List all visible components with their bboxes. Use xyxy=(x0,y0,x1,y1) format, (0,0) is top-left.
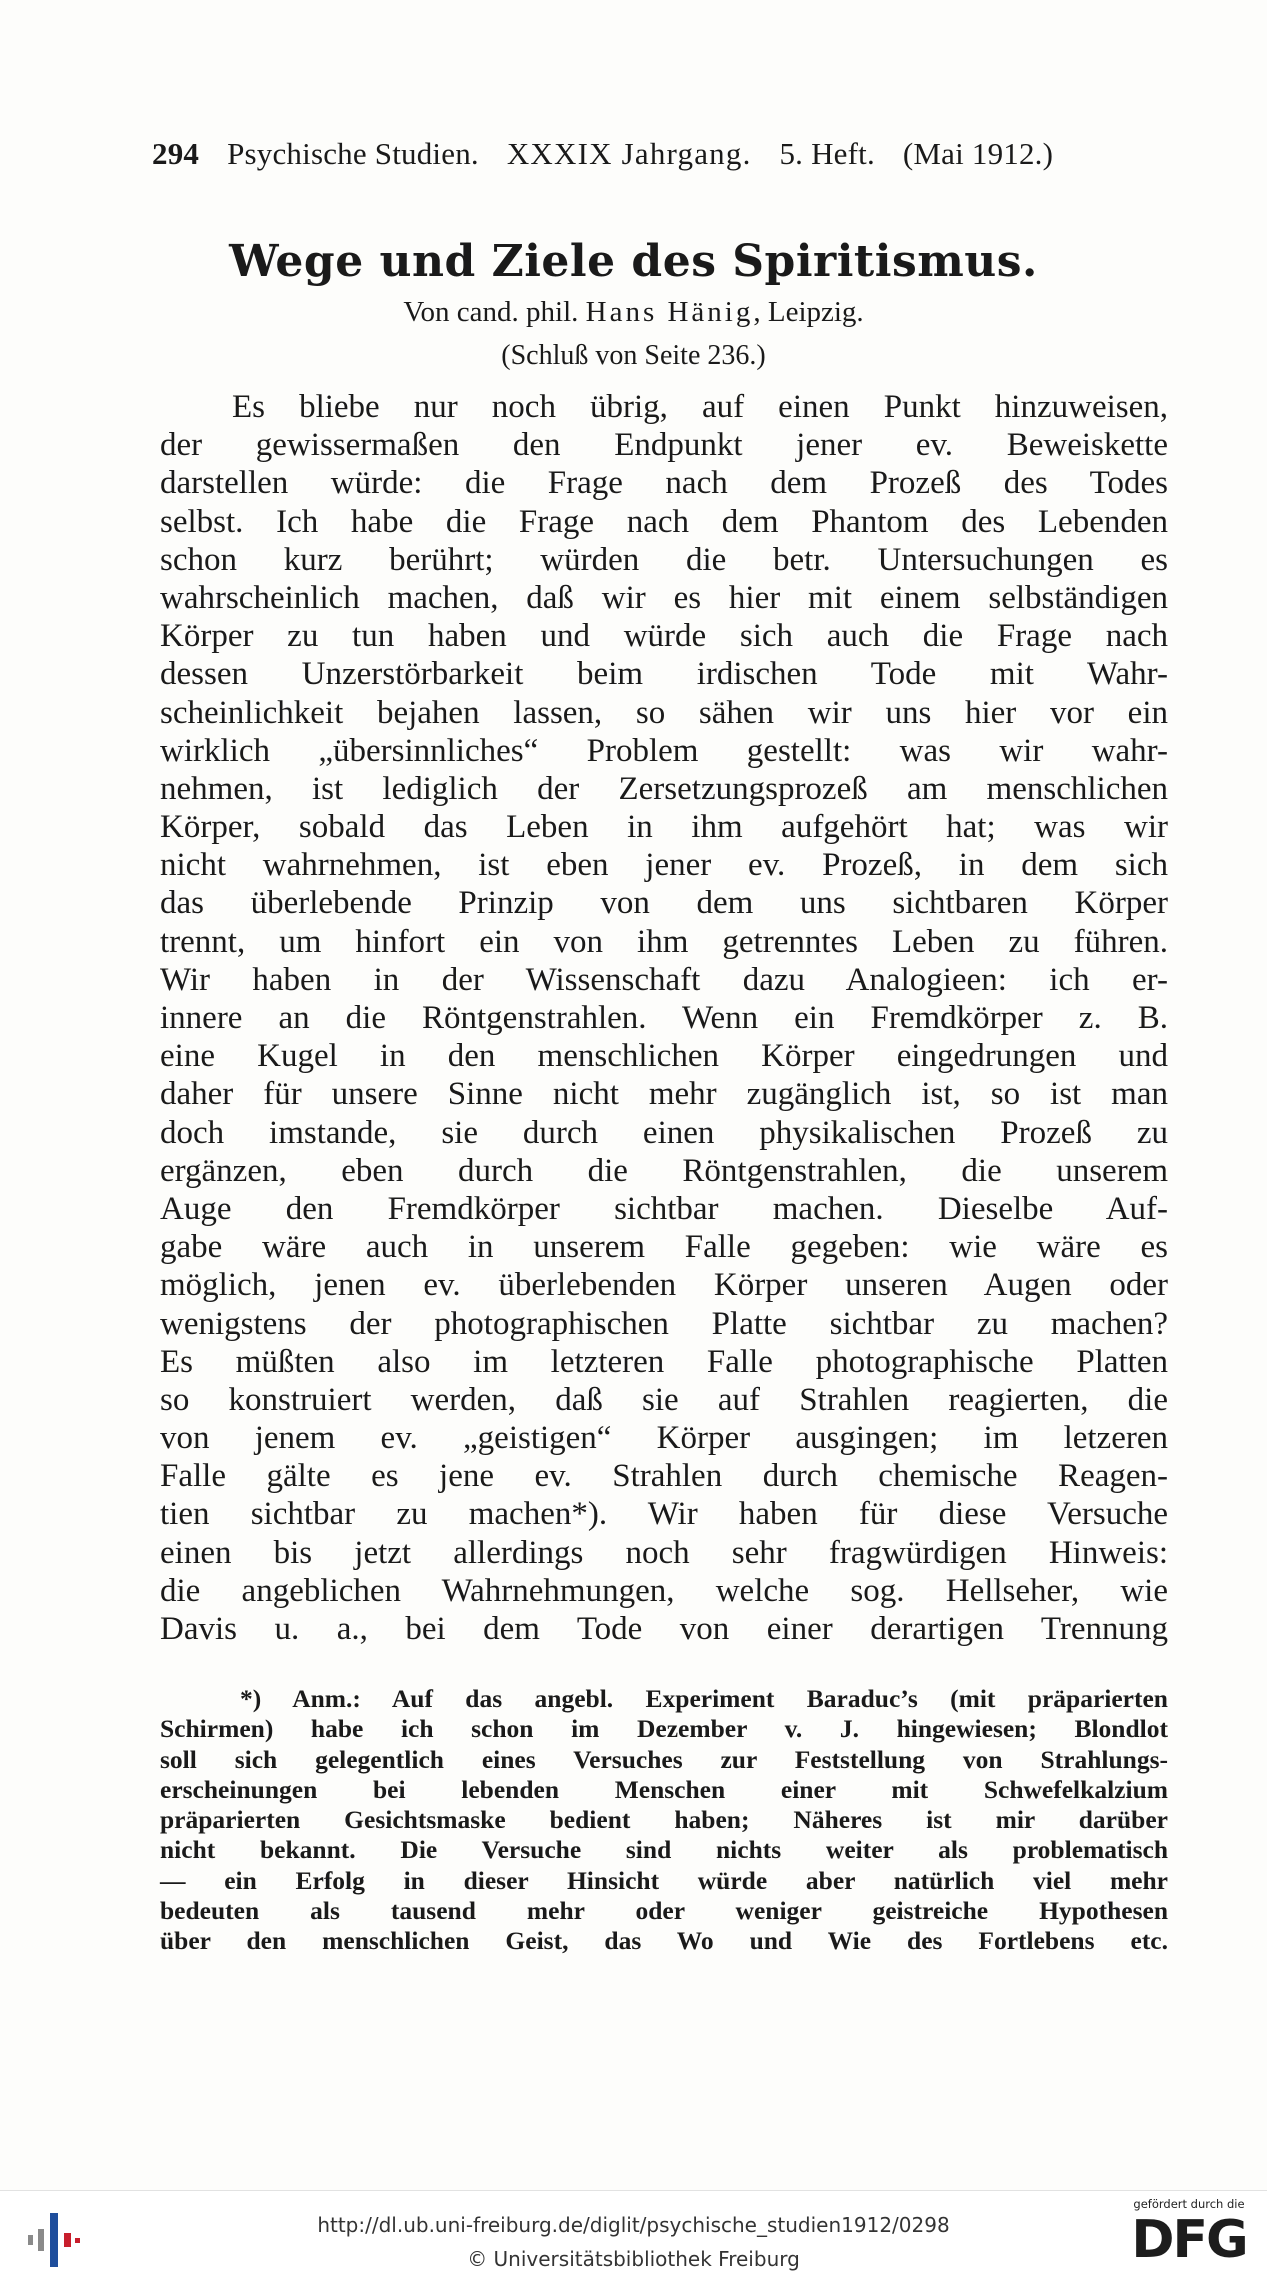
footnote-line: soll sich gelegentlich eines Versuches zur Feststellung von Strahlungs- xyxy=(160,1744,1168,1774)
viewer-footer xyxy=(0,2190,1267,2283)
body-line: innere an die Röntgenstrahlen. Wenn ein Fremdkörper z. B. xyxy=(160,1000,1168,1036)
body-line: Es müßten also im letzteren Falle photographische Platten xyxy=(160,1343,1168,1380)
footer-url[interactable] xyxy=(0,2213,1267,2237)
body-line: der gewissermaßen den Endpunkt jener ev. Beweiskette xyxy=(160,427,1168,464)
body-line: dessen Unzerstörbarkeit beim irdischen Tode mit Wahr- xyxy=(160,656,1168,693)
dfg-logo-text: DFG xyxy=(1131,2210,1247,2270)
body-line: wenigstens der photographischen Platte sichtbar zu machen? xyxy=(160,1305,1168,1342)
footnote-line: erscheinungen bei lebenden Menschen einer mit Schwefelkalzium xyxy=(160,1774,1168,1804)
body-line: von jenem ev. „geistigen“ Körper ausgingen; im letzeren xyxy=(160,1420,1168,1457)
body-line: wirklich „übersinnliches“ Problem gestellt: was wir wahr- xyxy=(160,732,1168,769)
body-line: Körper zu tun haben und würde sich auch die Frage nach xyxy=(160,618,1168,655)
footnote-line: präparierten Gesichtsmaske bedient haben; Näheres ist mir darüber xyxy=(160,1805,1168,1835)
footnote xyxy=(160,1684,1168,1957)
body-line: tien sichtbar zu machen*). Wir haben für diese Versuche xyxy=(160,1496,1168,1533)
body-line: Körper, sobald das Leben in ihm aufgehört hat; was wir xyxy=(160,809,1168,846)
footnote-line: — ein Erfolg in dieser Hinsicht würde aber natürlich viel mehr xyxy=(160,1865,1168,1895)
body-line: Davis u. a., bei dem Tode von einer derartigen Trennung xyxy=(160,1611,1168,1647)
byline xyxy=(0,296,1267,329)
body-text xyxy=(160,388,1168,1648)
body-line: das überlebende Prinzip von dem uns sichtbaren Körper xyxy=(160,885,1168,922)
volume-label: XXXIX Jahrgang. xyxy=(506,136,752,171)
body-line: Wir haben in der Wissenschaft dazu Analogieen: ich er- xyxy=(160,961,1168,998)
body-line: gabe wäre auch in unserem Falle gegeben: wie wäre es xyxy=(160,1229,1168,1266)
footnote-line: nicht bekannt. Die Versuche sind nichts weiter als problematisch xyxy=(160,1835,1168,1865)
body-line: einen bis jetzt allerdings noch sehr fragwürdigen Hinweis: xyxy=(160,1534,1168,1571)
footnote-line: über den menschlichen Geist, das Wo und Wie des Fortlebens etc. xyxy=(160,1926,1168,1956)
body-line: nehmen, ist lediglich der Zersetzungsprozeß am menschlichen xyxy=(160,770,1168,807)
body-line: trennt, um hinfort ein von ihm getrenntes Leben zu führen. xyxy=(160,923,1168,960)
journal-title: Psychische Studien. xyxy=(227,136,479,171)
body-line: selbst. Ich habe die Frage nach dem Phantom des Lebenden xyxy=(160,503,1168,540)
body-line: möglich, jenen ev. überlebenden Körper unseren Augen oder xyxy=(160,1267,1168,1304)
byline-prefix: Von cand. phil. xyxy=(403,296,579,328)
body-line: schon kurz berührt; würden die betr. Untersuchungen es xyxy=(160,541,1168,578)
footnote-line: *) Anm.: Auf das angebl. Experiment Baraduc’s (mit präparierten xyxy=(240,1684,1168,1713)
byline-suffix: , Leipzig. xyxy=(753,296,864,328)
funder-note: gefördert durch die xyxy=(1133,2197,1245,2211)
continuation-note: (Schluß von Seite 236.) xyxy=(501,340,766,371)
article-title: Wege und Ziele des Spiritismus. xyxy=(229,236,1038,287)
body-line: die angeblichen Wahrnehmungen, welche sog. Hellseher, wie xyxy=(160,1572,1168,1609)
running-head xyxy=(152,136,1164,172)
body-line: eine Kugel in den menschlichen Körper eingedrungen und xyxy=(160,1038,1168,1075)
dfg-logo xyxy=(1125,2197,1253,2269)
footnote-line: bedeuten als tausend mehr oder weniger geistreiche Hypothesen xyxy=(160,1896,1168,1926)
issue-date: (Mai 1912.) xyxy=(902,136,1054,171)
body-line: scheinlichkeit bejahen lassen, so sähen wir uns hier vor ein xyxy=(160,694,1168,731)
body-line: Es bliebe nur noch übrig, auf einen Punkt hinzuweisen, xyxy=(232,389,1168,425)
issue-label: 5. Heft. xyxy=(779,136,875,171)
body-line: so konstruiert werden, daß sie auf Strahlen reagierten, die xyxy=(160,1381,1168,1418)
body-line: Falle gälte es jene ev. Strahlen durch chemische Reagen- xyxy=(160,1458,1168,1495)
body-line: Auge den Fremdkörper sichtbar machen. Dieselbe Auf- xyxy=(160,1190,1168,1227)
permalink[interactable]: http://dl.ub.uni-freiburg.de/diglit/psychische_studien1912/0298 xyxy=(317,2213,950,2237)
body-line: darstellen würde: die Frage nach dem Prozeß des Todes xyxy=(160,465,1168,502)
body-line: nicht wahrnehmen, ist eben jener ev. Prozeß, in dem sich xyxy=(160,847,1168,884)
footnote-line: Schirmen) habe ich schon im Dezember v. J. hingewiesen; Blondlot xyxy=(160,1714,1168,1744)
body-line: doch imstande, sie durch einen physikalischen Prozeß zu xyxy=(160,1114,1168,1151)
author-name: Hans Hänig xyxy=(585,296,754,328)
body-line: ergänzen, eben durch die Röntgenstrahlen, die unserem xyxy=(160,1152,1168,1189)
copyright-notice: © Universitätsbibliothek Freiburg xyxy=(467,2247,800,2271)
body-line: wahrscheinlich machen, daß wir es hier mit einem selbständigen xyxy=(160,579,1168,616)
body-line: daher für unsere Sinne nicht mehr zugänglich ist, so ist man xyxy=(160,1076,1168,1113)
page-number: 294 xyxy=(152,136,200,171)
